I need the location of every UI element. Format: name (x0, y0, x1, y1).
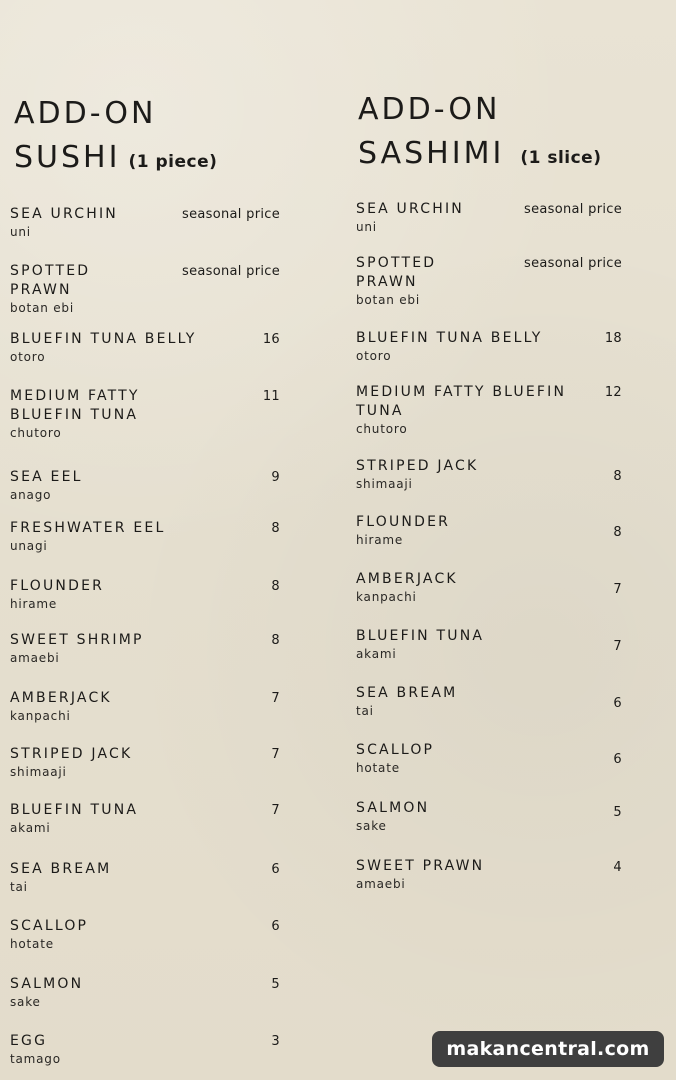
item-japanese: botan ebi (356, 293, 420, 307)
sashimi-item (356, 741, 622, 776)
sushi-item (10, 689, 280, 724)
sashimi-heading (358, 88, 601, 180)
sushi-item (10, 205, 280, 240)
item-price: seasonal price (182, 264, 280, 279)
item-name: SCALLOP (356, 742, 435, 758)
item-name: SEA EEL (10, 469, 83, 485)
item-name: STRIPED JACK (356, 458, 479, 474)
item-name: SEA BREAM (356, 685, 458, 701)
sashimi-item (356, 684, 622, 719)
sushi-item (10, 262, 280, 316)
sashimi-item (356, 200, 622, 235)
item-name: SEA BREAM (10, 861, 112, 877)
item-japanese: hirame (10, 597, 58, 611)
item-japanese: chutoro (356, 422, 408, 436)
item-name: SWEET SHRIMP (10, 632, 144, 648)
item-price: seasonal price (524, 256, 622, 271)
item-price: 8 (613, 469, 622, 484)
item-price: 6 (271, 919, 280, 934)
item-japanese: akami (10, 821, 51, 835)
sushi-item (10, 801, 280, 836)
item-price: 16 (262, 332, 280, 347)
item-japanese: tai (10, 880, 28, 894)
item-japanese: sake (10, 995, 41, 1009)
item-japanese: shimaaji (356, 477, 413, 491)
item-japanese: sake (356, 819, 387, 833)
item-price: 7 (271, 803, 280, 818)
item-japanese: chutoro (10, 426, 62, 440)
item-japanese: unagi (10, 539, 48, 553)
item-name: MEDIUM FATTY BLUEFIN TUNA (10, 388, 140, 423)
item-price: 8 (613, 525, 622, 540)
item-price: 4 (613, 860, 622, 875)
item-name: EGG (10, 1033, 48, 1049)
item-price: seasonal price (524, 202, 622, 217)
item-price: 18 (604, 331, 622, 346)
item-japanese: amaebi (356, 877, 406, 891)
item-price: 5 (271, 977, 280, 992)
sushi-item (10, 330, 280, 365)
item-price: 8 (271, 633, 280, 648)
sashimi-item (356, 513, 622, 548)
item-name: AMBERJACK (10, 690, 112, 706)
item-name: FRESHWATER EEL (10, 520, 166, 536)
sushi-item (10, 519, 280, 554)
item-name: SPOTTED PRAWN (10, 263, 91, 298)
sashimi-item (356, 457, 622, 492)
sashimi-item (356, 329, 622, 364)
item-price: 6 (613, 696, 622, 711)
item-japanese: hotate (10, 937, 54, 951)
sashimi-item (356, 570, 622, 605)
item-japanese: uni (356, 220, 377, 234)
sushi-item (10, 1032, 280, 1067)
item-name: MEDIUM FATTY BLUEFIN TUNA (356, 384, 567, 419)
item-japanese: kanpachi (356, 590, 417, 604)
sashimi-heading-note: (1 slice) (520, 148, 602, 168)
item-price: 5 (613, 805, 622, 820)
sashimi-item (356, 383, 622, 437)
item-price: 6 (271, 862, 280, 877)
item-name: SALMON (10, 976, 84, 992)
sushi-heading-line1: ADD-ON (14, 96, 157, 131)
sushi-heading (14, 92, 217, 184)
item-japanese: tai (356, 704, 374, 718)
sushi-item (10, 631, 280, 666)
watermark-badge: makancentral.com (432, 1031, 664, 1067)
item-japanese: botan ebi (10, 301, 74, 315)
item-japanese: anago (10, 488, 52, 502)
sushi-item (10, 387, 280, 441)
item-name: BLUEFIN TUNA BELLY (10, 331, 197, 347)
item-price: 7 (271, 747, 280, 762)
item-japanese: tamago (10, 1052, 61, 1066)
item-japanese: uni (10, 225, 31, 239)
item-price: 7 (613, 582, 622, 597)
item-name: SEA URCHIN (10, 206, 118, 222)
sashimi-item (356, 254, 622, 308)
sushi-item (10, 468, 280, 503)
item-price: 7 (613, 639, 622, 654)
item-name: AMBERJACK (356, 571, 458, 587)
item-price: 11 (262, 389, 280, 404)
sashimi-item (356, 857, 622, 892)
item-name: SEA URCHIN (356, 201, 464, 217)
sushi-heading-note: (1 piece) (128, 152, 218, 172)
item-name: SCALLOP (10, 918, 89, 934)
item-price: seasonal price (182, 207, 280, 222)
item-name: SWEET PRAWN (356, 858, 485, 874)
item-price: 6 (613, 752, 622, 767)
item-name: BLUEFIN TUNA BELLY (356, 330, 543, 346)
item-japanese: otoro (356, 349, 392, 363)
sushi-item (10, 975, 280, 1010)
sushi-heading-line2: SUSHI (14, 140, 121, 175)
item-name: BLUEFIN TUNA (10, 802, 139, 818)
item-name: SPOTTED PRAWN (356, 255, 437, 290)
item-price: 12 (604, 385, 622, 400)
item-price: 8 (271, 579, 280, 594)
item-price: 3 (271, 1034, 280, 1049)
sushi-item (10, 917, 280, 952)
sashimi-heading-line2: SASHIMI (358, 136, 505, 171)
item-japanese: shimaaji (10, 765, 67, 779)
item-japanese: akami (356, 647, 397, 661)
item-japanese: otoro (10, 350, 46, 364)
item-price: 7 (271, 691, 280, 706)
item-japanese: kanpachi (10, 709, 71, 723)
sushi-item (10, 745, 280, 780)
item-japanese: hotate (356, 761, 400, 775)
sushi-item (10, 577, 280, 612)
item-name: FLOUNDER (356, 514, 451, 530)
item-name: FLOUNDER (10, 578, 105, 594)
sashimi-item (356, 627, 622, 662)
item-name: BLUEFIN TUNA (356, 628, 485, 644)
item-price: 9 (271, 470, 280, 485)
item-name: SALMON (356, 800, 430, 816)
item-name: STRIPED JACK (10, 746, 133, 762)
sashimi-heading-line1: ADD-ON (358, 92, 501, 127)
item-japanese: amaebi (10, 651, 60, 665)
sushi-item (10, 860, 280, 895)
item-japanese: hirame (356, 533, 404, 547)
item-price: 8 (271, 521, 280, 536)
sashimi-item (356, 799, 622, 834)
